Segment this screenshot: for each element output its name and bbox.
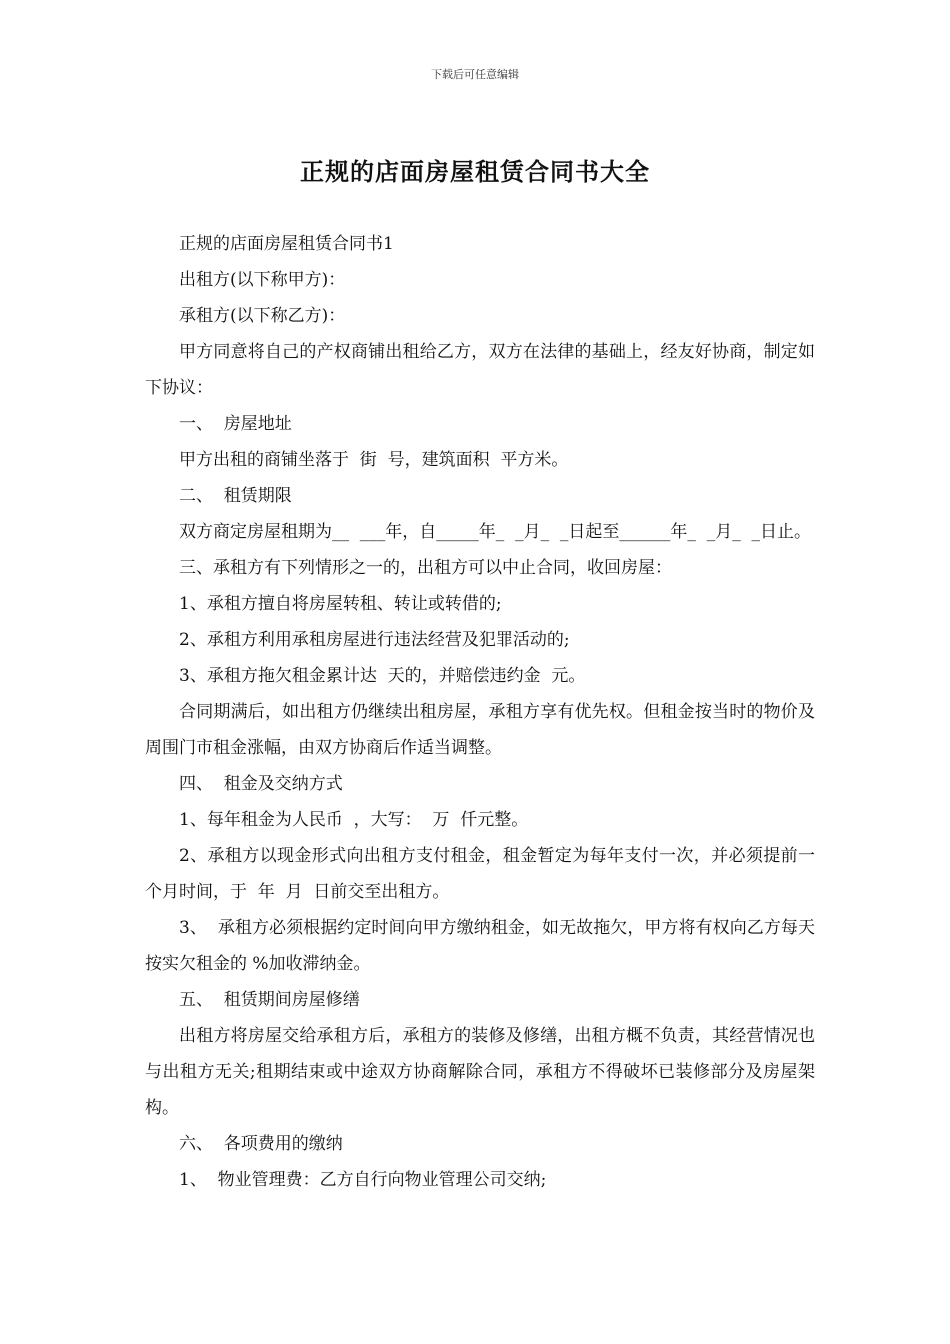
repairs-clause: 出租方将房屋交给承租方后，承租方的装修及修缮，出租方概不负责，其经营情况也与出租方无关;租期结束或中途双方协商解除合同，承租方不得破坏已装修部分及房屋架构。 <box>145 1026 815 1118</box>
term-clause: 双方商定房屋租期为__ ___年，自_____年_ _月_ _日起至______年_ _月_ _日止。 <box>179 522 812 542</box>
section-heading-rent: 四、 租金及交纳方式 <box>179 774 343 794</box>
section-heading-repairs: 五、 租赁期间房屋修缮 <box>179 990 360 1010</box>
termination-item-1: 1、承租方擅自将房屋转租、转让或转借的; <box>179 594 502 614</box>
header-note: 下载后可任意编辑 <box>431 68 519 81</box>
section-heading-address: 一、 房屋地址 <box>179 414 292 434</box>
section-heading-termination: 三、承租方有下列情形之一的，出租方可以中止合同，收回房屋： <box>179 558 672 578</box>
document-body <box>145 226 815 1198</box>
document-title: 正规的店面房屋租赁合同书大全 <box>300 158 650 186</box>
renewal-clause: 合同期满后，如出租方仍继续出租房屋，承租方享有优先权。但租金按当时的物价及周围门市租金涨幅，由双方协商后作适当调整。 <box>145 702 815 758</box>
fees-item-1: 1、 物业管理费：乙方自行向物业管理公司交纳; <box>179 1170 547 1190</box>
termination-item-3: 3、承租方拖欠租金累计达 天的，并赔偿违约金 元。 <box>179 666 586 686</box>
section-heading-fees: 六、 各项费用的缴纳 <box>179 1134 343 1154</box>
lessor-line: 出租方(以下称甲方)： <box>179 270 346 290</box>
termination-item-2: 2、承租方利用承租房屋进行违法经营及犯罪活动的; <box>179 630 570 650</box>
rent-item-3: 3、 承租方必须根据约定时间向甲方缴纳租金，如无故拖欠，甲方将有权向乙方每天按实欠租金的 %加收滞纳金。 <box>145 918 815 974</box>
lessee-line: 承租方(以下称乙方)： <box>179 306 346 326</box>
rent-item-1: 1、每年租金为人民币 ，大写： 万 仟元整。 <box>179 810 529 830</box>
subtitle: 正规的店面房屋租赁合同书1 <box>179 234 394 254</box>
section-heading-term: 二、 租赁期限 <box>179 486 292 506</box>
rent-item-2: 2、承租方以现金形式向出租方支付租金，租金暂定为每年支付一次，并必须提前一个月时间，于 年 月 日前交至出租方。 <box>145 846 815 902</box>
address-clause: 甲方出租的商铺坐落于 街 号，建筑面积 平方米。 <box>179 450 569 470</box>
agreement-intro: 甲方同意将自己的产权商铺出租给乙方，双方在法律的基础上，经友好协商，制定如下协议： <box>145 342 815 398</box>
